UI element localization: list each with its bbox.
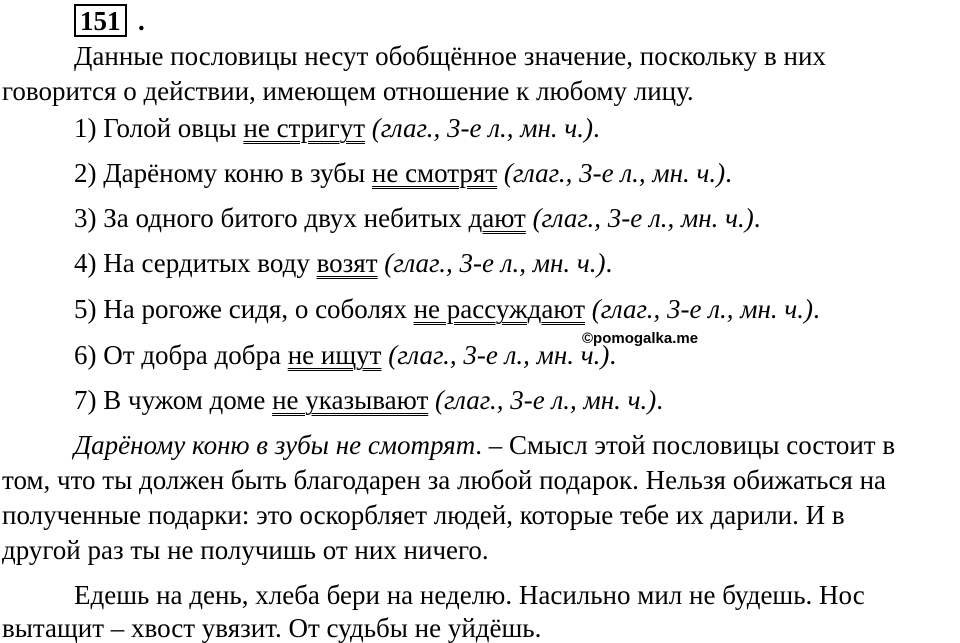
explanation-line-3: полученные подарки: это оскорбляет людей, которые тебе их дарили. И в xyxy=(2,500,845,530)
exercise-number-dot: . xyxy=(138,6,145,36)
proverb-end: . xyxy=(753,203,761,233)
grammar-note: (глаг., 3-е л., мн. ч.) xyxy=(377,248,606,278)
proverb-text: 1) Голой овцы xyxy=(74,113,244,143)
proverb-verb: не указывают xyxy=(272,385,429,415)
proverb-end: . xyxy=(592,113,600,143)
proverb-end: . xyxy=(725,158,732,188)
grammar-note: (глаг., 3-е л., мн. ч.) xyxy=(525,203,754,233)
explanation-text: . – Смысл этой пословицы состоит в xyxy=(475,430,896,460)
proverb-verb: не рассуждают xyxy=(413,294,586,324)
proverb-verb: дают xyxy=(468,203,526,233)
proverb-item xyxy=(74,160,732,187)
proverb-item xyxy=(74,250,612,277)
exercise-number: 151 xyxy=(74,4,127,37)
proverb-item xyxy=(74,296,820,323)
proverb-item xyxy=(74,387,663,414)
explanation-line-4: другой раз ты не получишь от них ничего. xyxy=(2,535,489,565)
proverb-end: . xyxy=(605,248,613,278)
grammar-note: (глаг., 3-е л., мн. ч.) xyxy=(585,294,813,324)
grammar-note: (глаг., 3-е л., мн. ч.) xyxy=(497,158,726,188)
proverb-verb: не стригут xyxy=(243,113,366,143)
proverb-end: . xyxy=(812,294,820,324)
proverb-text: 5) На рогоже сидя, о соболях xyxy=(74,294,414,324)
watermark: ©pomogalka.me xyxy=(582,330,699,347)
proverb-verb: не ищут xyxy=(287,340,382,370)
proverb-text: 2) Дарёному коню в зубы xyxy=(74,158,372,188)
explanation-line-1 xyxy=(74,432,895,459)
intro-line-2: говорится о действии, имеющем отношение к любому лицу. xyxy=(2,76,694,106)
proverb-text: 4) На сердитых воду xyxy=(74,248,317,278)
explanation-line-2: том, что ты должен быть благодарен за любой подарок. Нельзя обижаться на xyxy=(2,465,887,495)
proverb-end: . xyxy=(609,340,617,370)
grammar-note: (глаг., 3-е л., мн. ч.) xyxy=(381,340,610,370)
extra-line-1: Едешь на день, хлеба бери на неделю. Насильно мил не будешь. Нос xyxy=(74,580,865,610)
proverb-text: 6) От добра добра xyxy=(74,340,288,370)
explanation-quote: Дарёному коню в зубы не смотрят xyxy=(74,430,476,460)
proverb-text: 3) За одного битого двух небитых xyxy=(74,203,469,233)
grammar-note: (глаг., 3-е л., мн. ч.) xyxy=(428,385,657,415)
proverb-item xyxy=(74,205,761,232)
proverb-item xyxy=(74,115,600,142)
grammar-note: (глаг., 3-е л., мн. ч.) xyxy=(365,113,593,143)
proverb-verb: не смотрят xyxy=(371,158,498,188)
extra-line-2: вытащит – хвост увязит. От судьбы не уйдёшь. xyxy=(2,613,542,643)
proverb-end: . xyxy=(656,385,663,415)
proverb-text: 7) В чужом доме xyxy=(74,385,273,415)
proverb-item xyxy=(74,342,616,369)
intro-line-1: Данные пословицы несут обобщённое значение, поскольку в них xyxy=(74,41,826,71)
proverb-verb: возят xyxy=(316,248,378,278)
